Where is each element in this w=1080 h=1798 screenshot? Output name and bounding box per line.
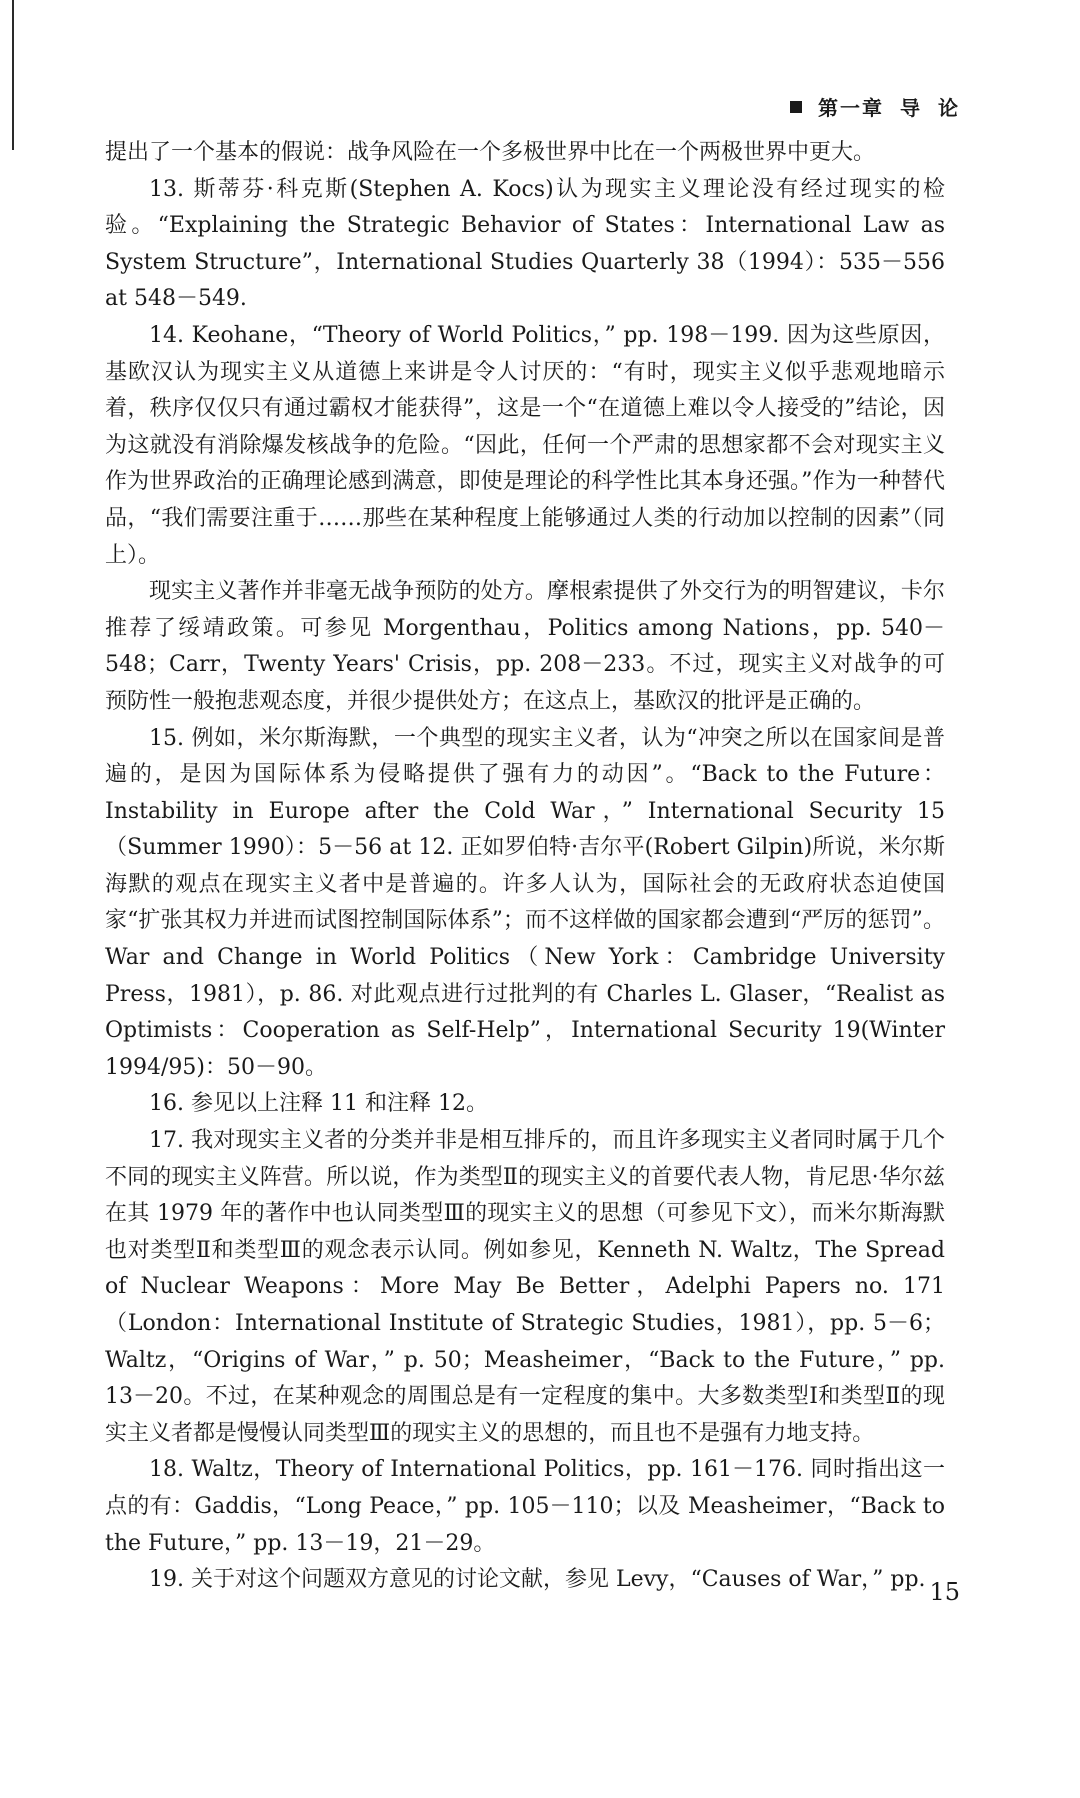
- page-number: 15: [929, 1578, 960, 1606]
- binding-edge: [12, 0, 14, 150]
- note-13: 13. 斯蒂芬·科克斯(Stephen A. Kocs)认为现实主义理论没有经过现实的检验。“Explaining the Strategic Behavior of States：International Law as System Structure”，International Studies Quarterly 38（1994）：535－556 at 548－549.: [105, 176, 945, 312]
- running-header: [790, 92, 960, 121]
- paragraph-continuation: 提出了一个基本的假说：战争风险在一个多极世界中比在一个两极世界中更大。: [105, 140, 876, 165]
- chapter-label: 第一章: [818, 96, 884, 120]
- header-square-bullet: [790, 101, 802, 113]
- chapter-title-part2: 论: [938, 96, 960, 120]
- chapter-title-part1: 导: [900, 96, 922, 120]
- note-18: 18. Waltz，Theory of International Politics，pp. 161－176. 同时指出这一点的有：Gaddis，“Long Peace，” pp. 105－110；以及 Measheimer，“Back to the Future，” pp. 13－19，21－29。: [105, 1457, 945, 1556]
- note-15: 15. 例如，米尔斯海默，一个典型的现实主义者，认为“冲突之所以在国家间是普遍的，是因为国际体系为侵略提供了强有力的动因”。“Back to the Future：Instability in Europe after the Cold War，” International Security 15（Summer 1990）：5－56 at 12. 正如罗伯特·吉尔平(Robert Gilpin)所说，米尔斯海默的观点在现实主义者中是普遍的。许多人认为，国际社会的无政府状态迫使国家“扩张其权力并进而试图控制国际体系”；而不这样做的国家都会遭到“严厉的惩罚”。War and Change in World Politics（New York：Cambridge University Press，1981），p. 86. 对此观点进行过批判的有 Charles L. Glaser，“Realist as Optimists：Cooperation as Self-Help”，International Security 19(Winter 1994/95)：50－90。: [105, 725, 945, 1080]
- notes-body: [105, 135, 945, 1599]
- note-17: 17. 我对现实主义者的分类并非是相互排斥的，而且许多现实主义者同时属于几个不同的现实主义阵营。所以说，作为类型Ⅱ的现实主义的首要代表人物，肯尼思·华尔兹在其 1979 年的著作中也认同类型Ⅲ的现实主义的思想（可参见下文），而米尔斯海默也对类型Ⅱ和类型Ⅲ的观念表示认同。例如参见，Kenneth N. Waltz，The Spread of Nuclear Weapons：More May Be Better，Adelphi Papers no. 171（London：International Institute of Strategic Studies，1981），pp. 5－6；Waltz，“Origins of War，” p. 50；Measheimer，“Back to the Future，” pp. 13－20。不过，在某种观念的周围总是有一定程度的集中。大多数类型Ⅰ和类型Ⅱ的现实主义者都是慢慢认同类型Ⅲ的现实主义的思想的，而且也不是强有力地支持。: [105, 1128, 945, 1446]
- note-14: 14. Keohane，“Theory of World Politics，” pp. 198－199. 因为这些原因，基欧汉认为现实主义从道德上来讲是令人讨厌的：“有时，现实主义似乎悲观地暗示着，秩序仅仅只有通过霸权才能获得”，这是一个“在道德上难以令人接受的”结论，因为这就没有消除爆发核战争的危险。“因此，任何一个严肃的思想家都不会对现实主义作为世界政治的正确理论感到满意，即使是理论的科学性比其本身还强。”作为一种替代品，“我们需要注重于……那些在某种程度上能够通过人类的行动加以控制的因素”（同上）。: [105, 322, 945, 568]
- note-16: 16. 参见以上注释 11 和注释 12。: [149, 1091, 488, 1117]
- note-14-continued: 现实主义著作并非毫无战争预防的处方。摩根索提供了外交行为的明智建议，卡尔推荐了绥靖政策。可参见 Morgenthau，Politics among Nations，pp. 540－548；Carr，Twenty Years' Crisis，pp. 208－233。不过，现实主义对战争的可预防性一般抱悲观态度，并很少提供处方；在这点上，基欧汉的批评是正确的。: [105, 579, 945, 714]
- note-19: 19. 关于对这个问题双方意见的讨论文献，参见 Levy，“Causes of War，” pp.: [149, 1567, 926, 1593]
